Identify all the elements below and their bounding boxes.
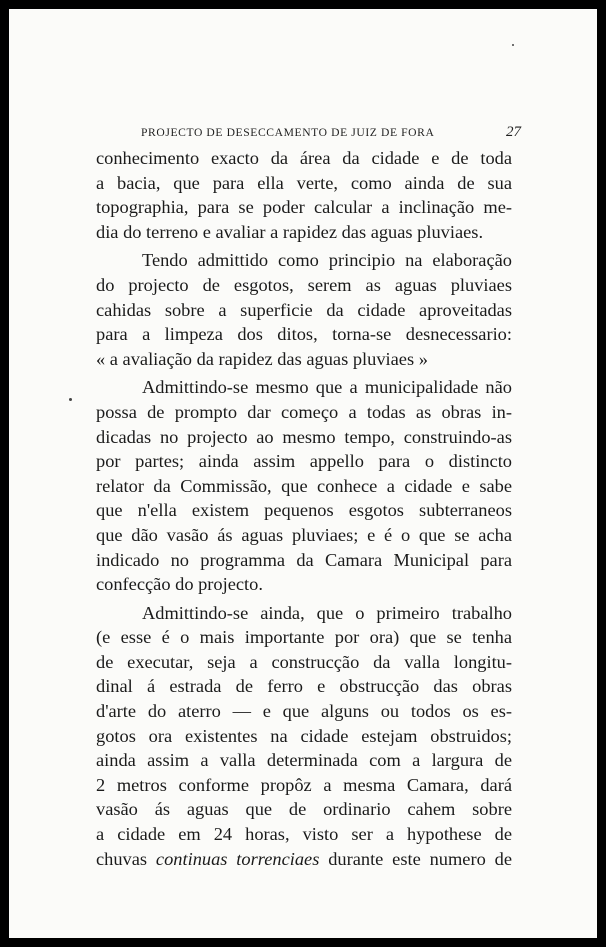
text-line: que n'ella existem pequenos esgotos subterraneos <box>96 500 512 521</box>
book-page <box>9 9 597 938</box>
italic-text-run: continuas torrenciaes <box>155 848 320 869</box>
text-line: d'arte do aterro — e que alguns ou todos os es- <box>96 701 512 722</box>
text-line: « a avaliação da rapidez das aguas pluviaes » <box>96 348 428 369</box>
text-line: conhecimento exacto da área da cidade e de toda <box>96 148 512 168</box>
text-line: dinal á estrada de ferro e obstrucção das obras <box>96 676 512 697</box>
text-line: por partes; ainda assim appello para o distincto <box>96 451 512 472</box>
text-line: dia do terreno e avaliar a rapidez das aguas pluviaes. <box>96 221 484 242</box>
text-line: topographia, para se poder calcular a inclinação me- <box>96 197 512 218</box>
running-title: PROJECTO DE DESECCAMENTO DE JUIZ DE FORA <box>141 126 435 139</box>
paragraph-3 <box>96 375 512 596</box>
body-text <box>96 146 512 875</box>
paragraph-4 <box>96 601 512 872</box>
text-line: (e esse é o mais importante por ora) que se tenha <box>96 627 512 648</box>
text-line: para a limpeza dos ditos, torna-se desnecessario: <box>96 324 512 345</box>
text-line: que dão vasão ás aguas pluviaes; e é o que se acha <box>96 524 512 545</box>
text-line: a cidade em 24 horas, visto ser a hypothese de <box>96 824 512 845</box>
text-run: chuvas <box>96 848 156 869</box>
paragraph-1 <box>96 146 512 244</box>
text-line: relator da Commissão, que conhece a cidade e sabe <box>96 475 512 496</box>
running-head <box>141 126 521 144</box>
text-line: a bacia, que para ella verte, como ainda de sua <box>96 172 512 193</box>
text-line: ainda assim a valla determinada com a largura de <box>96 750 512 771</box>
text-line: Tendo admittido como principio na elaboração <box>142 250 512 271</box>
text-run: durante este numero de <box>319 848 512 869</box>
speck-mark <box>512 44 514 46</box>
speck-mark <box>69 398 72 401</box>
text-line: 2 metros conforme propôz a mesma Camara, dará <box>96 774 512 795</box>
text-line: cahidas sobre a superficie da cidade aproveitadas <box>96 299 512 320</box>
text-line: gotos ora existentes na cidade estejam obstruidos; <box>96 725 512 746</box>
text-line: vasão ás aguas que de ordinario cahem sobre <box>96 799 512 820</box>
text-line: indicado no programma da Camara Municipal para <box>96 549 512 570</box>
text-line: possa de prompto dar começo a todas as obras in- <box>96 401 512 422</box>
text-line: Admittindo-se mesmo que a municipalidade não <box>142 377 512 398</box>
text-line: do projecto de esgotos, serem as aguas pluviaes <box>96 274 512 295</box>
paragraph-2 <box>96 248 512 371</box>
text-line: dicadas no projecto ao mesmo tempo, construindo-as <box>96 426 512 447</box>
text-line: Admittindo-se ainda, que o primeiro trabalho <box>142 602 512 623</box>
text-line: confecção do projecto. <box>96 574 263 595</box>
text-line-mixed <box>96 847 512 872</box>
text-line: de executar, seja a construcção da valla longitu- <box>96 651 512 672</box>
page-number: 27 <box>506 124 521 140</box>
